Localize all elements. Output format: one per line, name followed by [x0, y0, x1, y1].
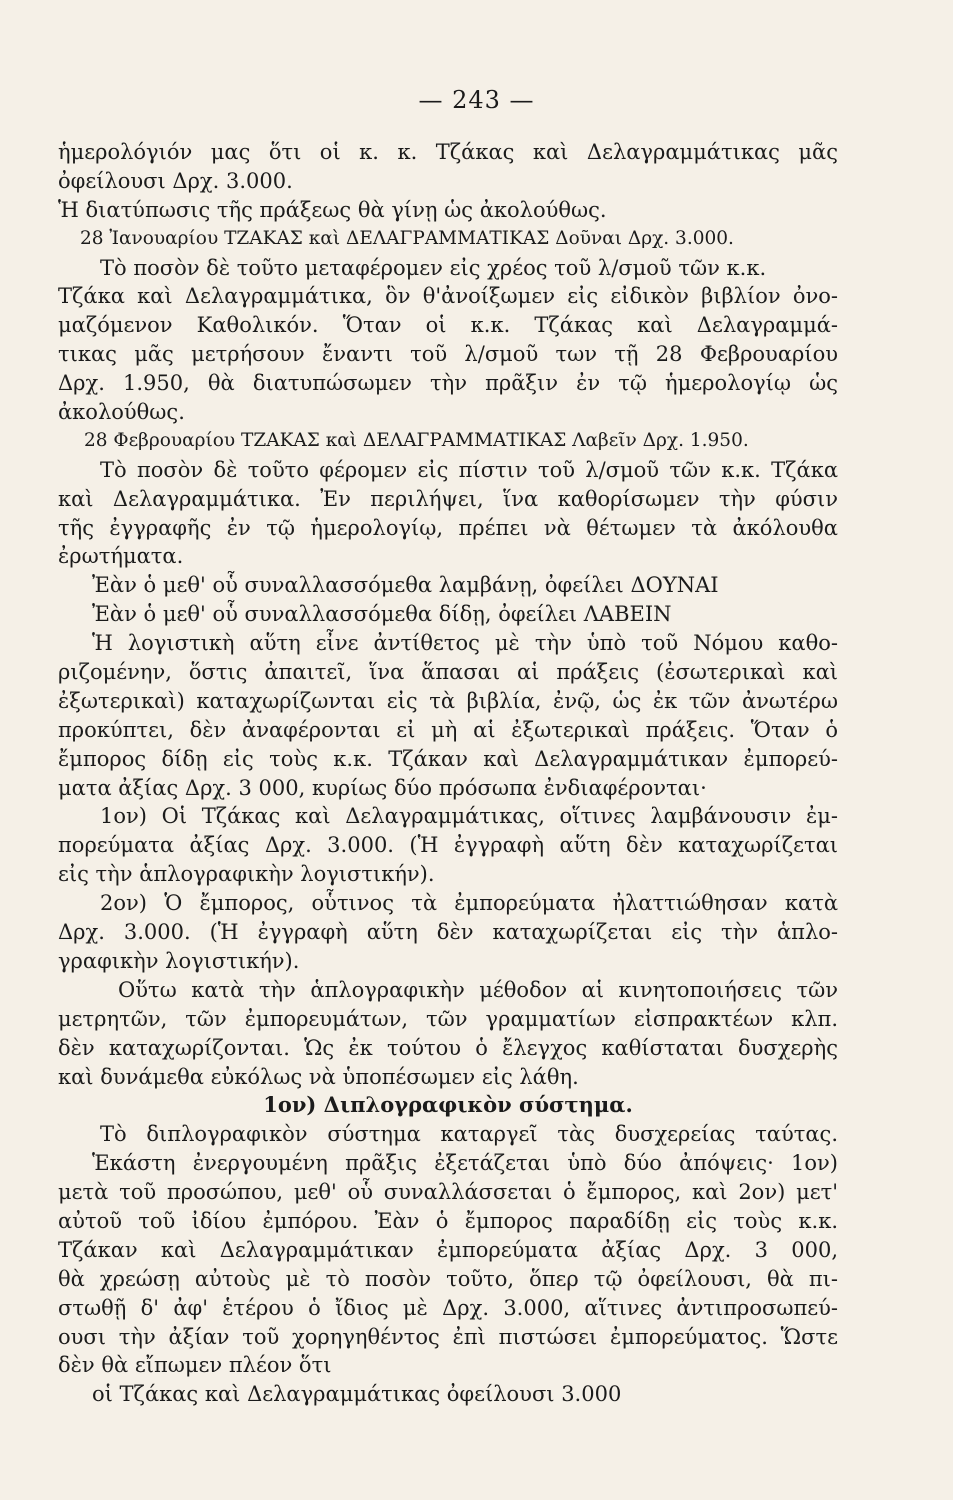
text-line: ὀφείλουσι Δρχ. 3.000. [58, 168, 293, 193]
text-line: Ἡ λογιστικὴ αὕτη εἶνε ἀντίθετος μὲ τὴν ὑπὸ τοῦ Νόμου καθο- [92, 631, 838, 656]
text-line: γραφικὴν λογιστικήν). [58, 948, 300, 973]
body-text [58, 138, 838, 1409]
text-line: μαζόμενον Καθολικόν. Ὅταν οἱ κ.κ. Τζάκας καὶ Δελαγραμμά- [58, 313, 838, 338]
text-line: στωθῇ δ' ἀφ' ἑτέρου ὁ ἴδιος μὲ Δρχ. 3.000, αἵτινες ἀντιπροσωπεύ- [58, 1295, 838, 1320]
page-number: — 243 — [418, 86, 535, 114]
text-line: Δρχ. 1.950, θὰ διατυπώσωμεν τὴν πρᾶξιν ἐν τῷ ἡμερολογίῳ ὡς [58, 371, 838, 396]
text-line: ματα ἀξίας Δρχ. 3 000, κυρίως δύο πρόσωπα ἐνδιαφέρονται· [58, 775, 707, 800]
text-line: ἡμερολόγιόν μας ὅτι οἱ κ. κ. Τζάκας καὶ Δελαγραμμάτικας μᾶς [58, 140, 838, 164]
rule-line: Ἐὰν ὁ μεθ' οὗ συναλλασσόμεθα δίδῃ, ὀφείλει ΛΑΒΕΙΝ [92, 602, 672, 627]
text-line: ἀκολούθως. [58, 400, 185, 425]
journal-entry-line: 28 Φεβρουαρίου ΤΖΑΚΑΣ καὶ ΔΕΛΑΓΡΑΜΜΑΤΙΚΑΣ Λαβεῖν Δρχ. 1.950. [84, 429, 749, 451]
text-line: Τζάκαν καὶ Δελαγραμμάτικαν ἐμπορεύματα ἀξίας Δρχ. 3 000, [58, 1237, 838, 1262]
text-line: δὲν θὰ εἴπωμεν πλέον ὅτι [58, 1353, 332, 1378]
rule-line: Ἐὰν ὁ μεθ' οὗ συναλλασσόμεθα λαμβάνῃ, ὀφείλει ΔΟΥΝΑΙ [92, 573, 719, 598]
text-line: Τὸ ποσὸν δὲ τοῦτο φέρομεν εἰς πίστιν τοῦ λ/σμοῦ τῶν κ.κ. Τζάκα [100, 457, 838, 482]
text-line: ἐξωτερικαὶ) καταχωρίζωνται εἰς τὰ βιβλία, ἐνῷ, ὡς ἐκ τῶν ἀνωτέρω [58, 688, 838, 713]
text-line: οἱ Τζάκας καὶ Δελαγραμμάτικας ὀφείλουσι 3.000 [92, 1382, 622, 1407]
text-line: ριζομένην, ὅστις ἀπαιτεῖ, ἵνα ἅπασαι αἱ πράξεις (ἐσωτερικαὶ καὶ [58, 660, 838, 685]
journal-entry-line: 28 Ἰανουαρίου ΤΖΑΚΑΣ καὶ ΔΕΛΑΓΡΑΜΜΑΤΙΚΑΣ Δοῦναι Δρχ. 3.000. [80, 227, 734, 249]
text-line: 1ον) Οἱ Τζάκας καὶ Δελαγραμμάτικας, οἵτινες λαμβάνουσιν ἐμ- [100, 804, 838, 829]
text-line: προκύπτει, δὲν ἀναφέρονται εἰ μὴ αἱ ἐξωτερικαὶ πράξεις. Ὅταν ὁ [58, 717, 838, 742]
text-line: Ἡ διατύπωσις τῆς πράξεως θὰ γίνῃ ὡς ἀκολούθως. [58, 197, 607, 222]
text-line: ἔμπορος δίδῃ εἰς τοὺς κ.κ. Τζάκαν καὶ Δελαγραμμάτικαν ἐμπορεύ- [58, 746, 838, 771]
text-line: εἰς τὴν ἁπλογραφικὴν λογιστικήν). [58, 862, 435, 887]
text-line: καὶ Δελαγραμμάτικα. Ἐν περιλήψει, ἵνα καθορίσωμεν τὴν φύσιν [58, 486, 838, 511]
text-line: ἐρωτήματα. [58, 544, 184, 569]
text-line: Οὕτω κατὰ τὴν ἁπλογραφικὴν μέθοδον αἱ κινητοποιήσεις τῶν [118, 977, 838, 1002]
text-line: πορεύματα ἀξίας Δρχ. 3.000. (Ἡ ἐγγραφὴ αὕτη δὲν καταχωρίζεται [58, 833, 838, 858]
section-heading: 1ον) Διπλογραφικὸν σύστημα. [263, 1092, 633, 1118]
text-line: 2ον) Ὁ ἔμπορος, οὗτινος τὰ ἐμπορεύματα ἠλαττιώθησαν κατὰ [100, 891, 838, 916]
text-line: μετρητῶν, τῶν ἐμπορευμάτων, τῶν γραμματίων εἰσπρακτέων κλπ. [58, 1006, 838, 1031]
text-line: Τὸ ποσὸν δὲ τοῦτο μεταφέρομεν εἰς χρέος τοῦ λ/σμοῦ τῶν κ.κ. [100, 255, 767, 280]
text-line: θὰ χρεώσῃ αὐτοὺς μὲ τὸ ποσὸν τοῦτο, ὅπερ τῷ ὀφείλουσι, θὰ πι- [58, 1266, 838, 1291]
text-line: Τὸ διπλογραφικὸν σύστημα καταργεῖ τὰς δυσχερείας ταύτας. [100, 1122, 838, 1147]
text-line: Δρχ. 3.000. (Ἡ ἐγγραφὴ αὕτη δὲν καταχωρίζεται εἰς τὴν ἁπλο- [58, 920, 838, 945]
text-line: μετὰ τοῦ προσώπου, μεθ' οὗ συναλλάσσεται ὁ ἔμπορος, καὶ 2ον) μετ' [58, 1180, 838, 1205]
text-line: τῆς ἐγγραφῆς ἐν τῷ ἡμερολογίῳ, πρέπει νὰ θέτωμεν τὰ ἀκόλουθα [58, 515, 838, 540]
text-line: Ἑκάστη ἐνεργουμένη πρᾶξις ἐξετάζεται ὑπὸ δύο ἀπόψεις· 1ον) [92, 1151, 838, 1176]
text-line: ουσι τὴν ἀξίαν τοῦ χορηγηθέντος ἐπὶ πιστώσει ἐμπορεύματος. Ὥστε [58, 1324, 838, 1349]
text-line: Τζάκα καὶ Δελαγραμμάτικα, ὃν θ'ἀνοίξωμεν εἰς εἰδικὸν βιβλίον ὀνο- [58, 284, 838, 309]
text-line: καὶ δυνάμεθα εὐκόλως νὰ ὑποπέσωμεν εἰς λάθη. [58, 1064, 579, 1089]
text-line: τικας μᾶς μετρήσουν ἔναντι τοῦ λ/σμοῦ των τῇ 28 Φεβρουαρίου [58, 342, 838, 367]
text-line: δὲν καταχωρίζονται. Ὡς ἐκ τούτου ὁ ἔλεγχος καθίσταται δυσχερὴς [58, 1035, 838, 1060]
text-line: αὐτοῦ τοῦ ἰδίου ἐμπόρου. Ἐὰν ὁ ἔμπορος παραδίδῃ εἰς τοὺς κ.κ. [58, 1208, 838, 1233]
